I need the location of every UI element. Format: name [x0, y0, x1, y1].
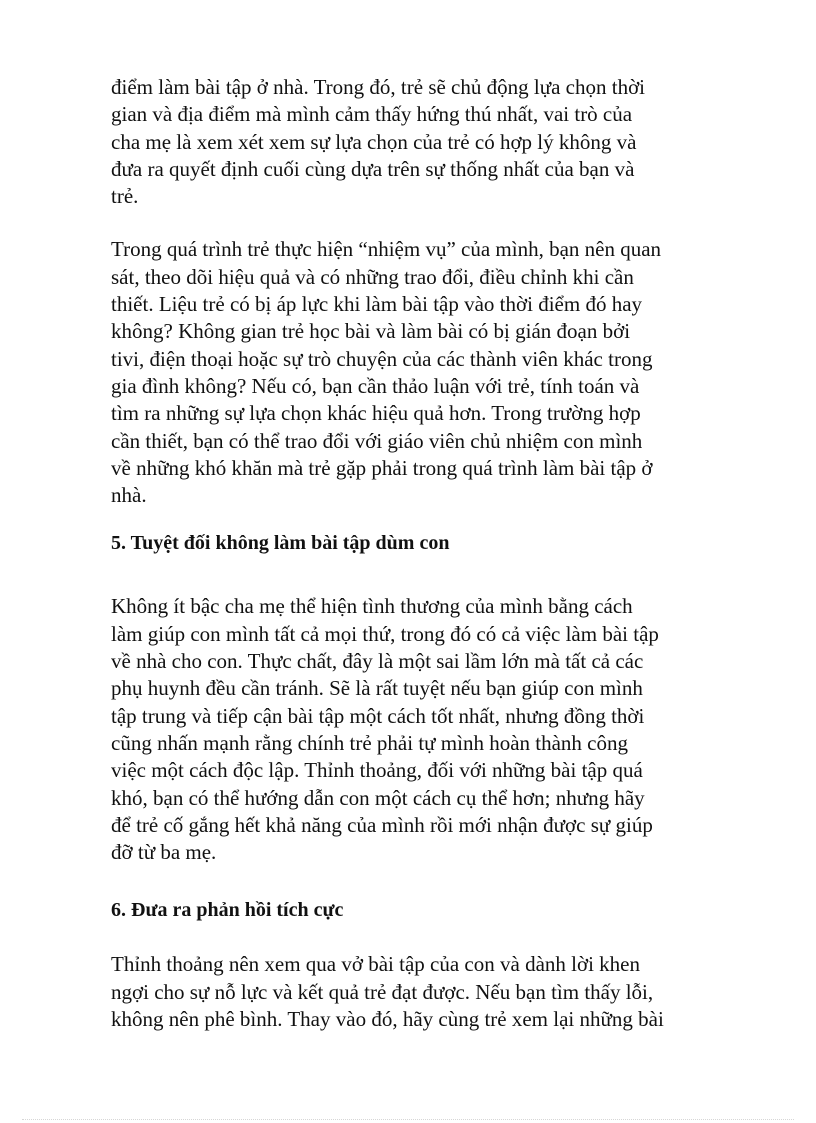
text-line: việc một cách độc lập. Thỉnh thoảng, đối với những bài tập quá	[111, 758, 643, 783]
text-line: khó, bạn có thể hướng dẫn con một cách cụ thể hơn; nhưng hãy	[111, 785, 645, 810]
paragraph-monitoring	[111, 236, 771, 509]
text-line: sát, theo dõi hiệu quả và có những trao đổi, điều chỉnh khi cần	[111, 264, 634, 289]
paragraph-homework-time-place	[111, 74, 771, 210]
text-line: nhà.	[111, 483, 147, 508]
text-line: tìm ra những sự lựa chọn khác hiệu quả hơn. Trong trường hợp	[111, 401, 641, 426]
text-line: đưa ra quyết định cuối cùng dựa trên sự thống nhất của bạn và	[111, 156, 635, 181]
document-body	[111, 74, 771, 1033]
paragraph-dont-do-homework	[111, 593, 771, 866]
text-line: gia đình không? Nếu có, bạn cần thảo luận với trẻ, tính toán và	[111, 373, 640, 398]
text-line: cũng nhấn mạnh rằng chính trẻ phải tự mình hoàn thành công	[111, 730, 629, 755]
text-line: đỡ từ ba mẹ.	[111, 840, 217, 865]
text-line: Không ít bậc cha mẹ thể hiện tình thương của mình bằng cách	[111, 594, 633, 619]
text-line: Thỉnh thoảng nên xem qua vở bài tập của con và dành lời khen	[111, 952, 640, 977]
text-line: không? Không gian trẻ học bài và làm bài có bị gián đoạn bởi	[111, 319, 631, 344]
text-line: trẻ.	[111, 184, 139, 209]
text-line: phụ huynh đều cần tránh. Sẽ là rất tuyệt nếu bạn giúp con mình	[111, 676, 643, 701]
text-line: làm giúp con mình tất cả mọi thứ, trong đó có cả việc làm bài tập	[111, 621, 659, 646]
text-line: không nên phê bình. Thay vào đó, hãy cùng trẻ xem lại những bài	[111, 1007, 664, 1032]
page-bottom-edge	[22, 1119, 794, 1120]
text-line: điểm làm bài tập ở nhà. Trong đó, trẻ sẽ chủ động lựa chọn thời	[111, 75, 646, 99]
text-line: ngợi cho sự nỗ lực và kết quả trẻ đạt được. Nếu bạn tìm thấy lỗi,	[111, 979, 654, 1004]
text-line: tivi, điện thoại hoặc sự trò chuyện của các thành viên khác trong	[111, 346, 653, 371]
text-line: cha mẹ là xem xét xem sự lựa chọn của trẻ có hợp lý không và	[111, 129, 637, 154]
text-line: về những khó khăn mà trẻ gặp phải trong quá trình làm bài tập ở	[111, 455, 653, 480]
text-line: tập trung và tiếp cận bài tập một cách tốt nhất, nhưng đồng thời	[111, 703, 645, 728]
text-line: Trong quá trình trẻ thực hiện “nhiệm vụ” của mình, bạn nên quan	[111, 237, 662, 262]
paragraph-positive-feedback	[111, 951, 771, 1033]
text-line: để trẻ cố gắng hết khả năng của mình rồi mới nhận được sự giúp	[111, 812, 653, 837]
section-heading-6: 6. Đưa ra phản hồi tích cực	[111, 899, 344, 922]
text-line: về nhà cho con. Thực chất, đây là một sai lầm lớn mà tất cả các	[111, 649, 644, 674]
text-line: cần thiết, bạn có thể trao đổi với giáo viên chủ nhiệm con mình	[111, 428, 643, 453]
text-line: thiết. Liệu trẻ có bị áp lực khi làm bài tập vào thời điểm đó hay	[111, 292, 643, 317]
text-line: gian và địa điểm mà mình cảm thấy hứng thú nhất, vai trò của	[111, 102, 633, 127]
section-heading-5: 5. Tuyệt đối không làm bài tập dùm con	[111, 532, 450, 555]
